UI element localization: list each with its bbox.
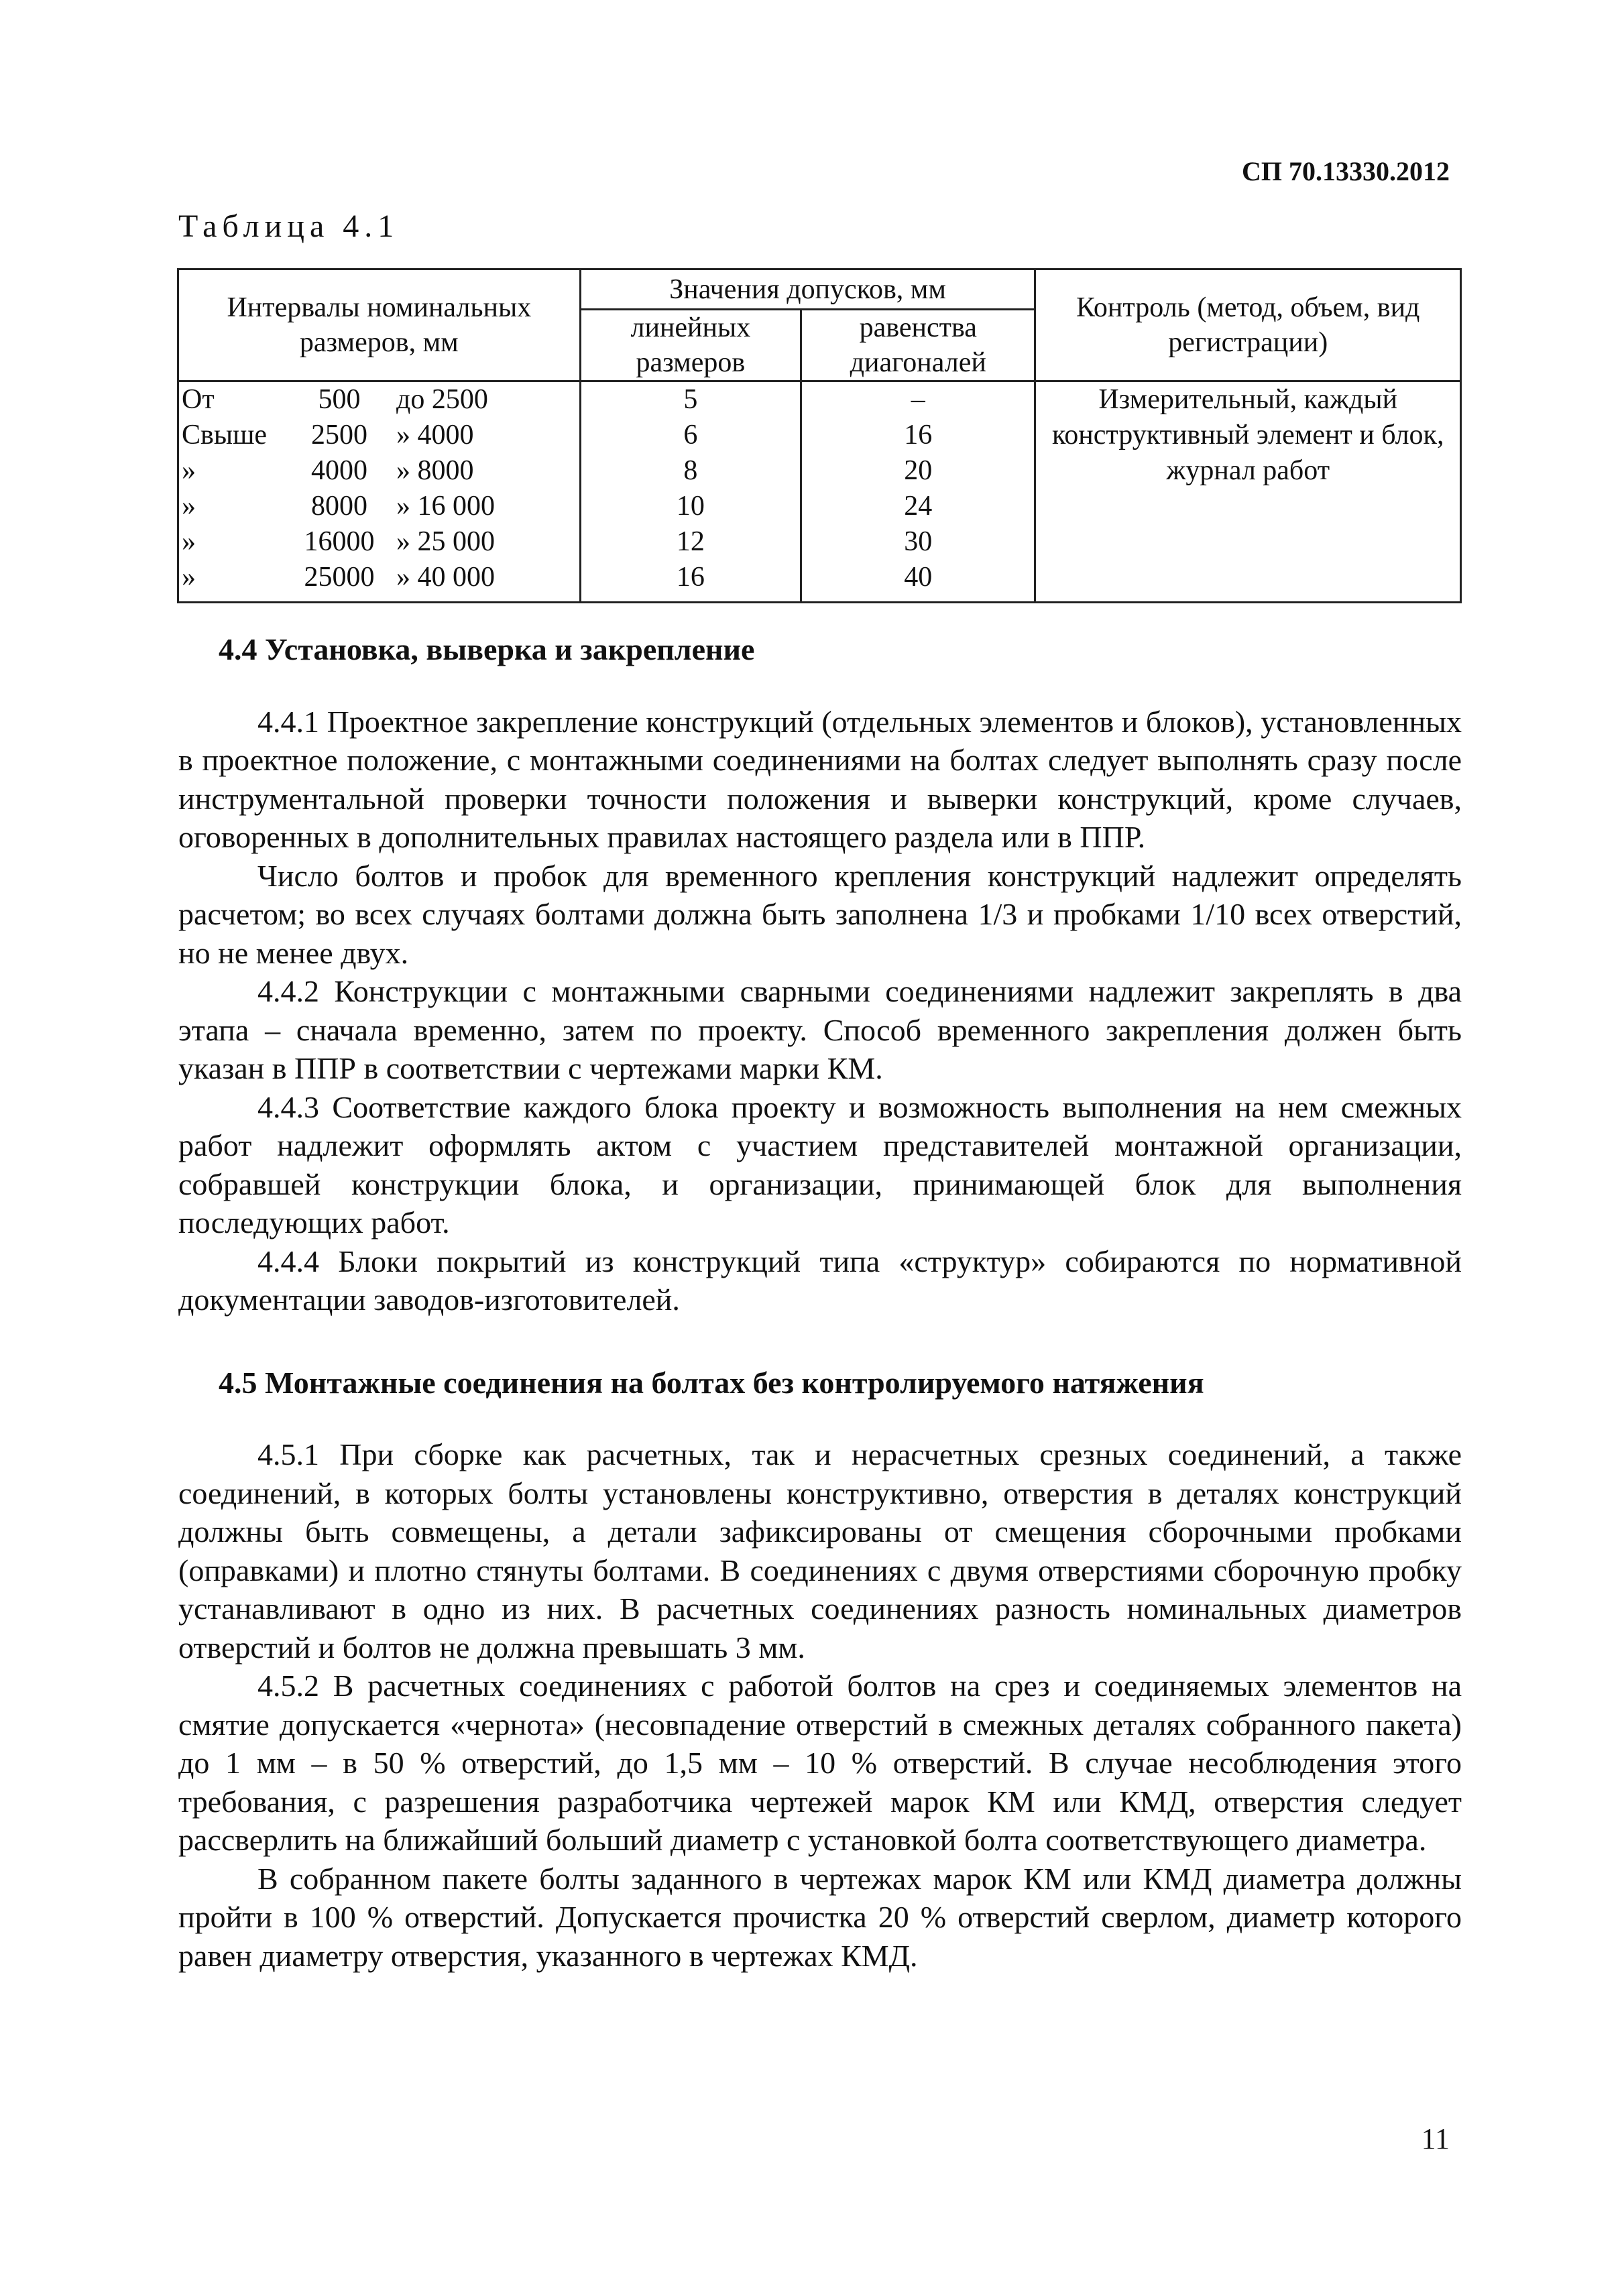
diagonals-column: – 16 20 24 30 40 [801, 381, 1035, 603]
interval-row: » 25000 » 40 000 [182, 562, 495, 593]
interval-row: Свыше 2500 » 4000 [182, 420, 474, 450]
document-body [178, 630, 1462, 1975]
header-control: Контроль (метод, объем, вид регистрации) [1035, 269, 1461, 381]
header-diagonals: равенства диагоналей [801, 310, 1035, 381]
header-linear: линейных размеров [580, 310, 801, 381]
intervals-column [178, 381, 581, 603]
paragraph: В собранном пакете болты заданного в чертежах марок КМ или КМД диаметра должны пройти в 100 % отверстий. Допускается прочистка 20 % отверстий сверлом, диаметр которого равен диаметру отверстия, указанного в чертежах КМД. [178, 1861, 1462, 1973]
document-code: СП 70.13330.2012 [1242, 156, 1450, 186]
interval-row: » 16000 » 25 000 [182, 526, 495, 557]
linear-column: 5 6 8 10 12 16 [580, 381, 801, 603]
table-caption: Таблица 4.1 [178, 208, 400, 244]
header-tolerances: Значения допусков, мм [580, 269, 1035, 310]
paragraph: 4.5.2 В расчетных соединениях с работой болтов на срез и соединяемых элементов на смятие допускается «чернота» (несовпадение отверстий в смежных деталях собранного пакета) до 1 мм – в 50 % отверстий, до 1,5 мм – 10 % отверстий. В случае несоблюдения этого требования, с разрешения разработчика чертежей марок КМ или КМД, отверстия следует рассверлить на ближайший больший диаметр с установкой болта соответствующего диаметра. [178, 1669, 1462, 1857]
page-number: 11 [1421, 2122, 1450, 2155]
header-intervals: Интервалы номинальных размеров, мм [178, 269, 581, 381]
tolerance-table [177, 268, 1462, 603]
paragraph: 4.4.3 Соответствие каждого блока проекту и возможность выполнения на нем смежных работ надлежит оформлять актом с участием представителей монтажной организации, собравшей конструкции блока, и организации, принимающей блок для выполнения последующих работ. [178, 1089, 1462, 1240]
interval-row: » 4000 » 8000 [182, 455, 474, 486]
section-heading: 4.5 Монтажные соединения на болтах без контролируемого натяжения [219, 1365, 1204, 1400]
paragraph: 4.4.4 Блоки покрытий из конструкций типа «структур» собираются по нормативной документации заводов-изготовителей. [178, 1244, 1462, 1317]
interval-row: » 8000 » 16 000 [182, 491, 495, 522]
paragraph: Число болтов и пробок для временного крепления конструкций надлежит определять расчетом; во всех случаях болтами должна быть заполнена 1/3 и пробками 1/10 всех отверстий, но не менее двух. [178, 858, 1462, 970]
section-heading: 4.4 Установка, выверка и закрепление [219, 632, 755, 666]
control-cell: Измерительный, каждый конструктивный элемент и блок, журнал работ [1035, 381, 1461, 603]
paragraph: 4.4.1 Проектное закрепление конструкций (отдельных элементов и блоков), установленных в проектное положение, с монтажными соединениями на болтах следует выполнять сразу после инструментальной проверки точности положения и выверки конструкций, кроме случаев, оговоренных в дополнительных правилах настоящего раздела или в ППР. [178, 704, 1462, 854]
paragraph: 4.4.2 Конструкции с монтажными сварными соединениями надлежит закреплять в два этапа – сначала временно, затем по проекту. Способ временного закрепления должен быть указан в ППР в соответствии с чертежами марки КМ. [178, 974, 1462, 1085]
paragraph: 4.5.1 При сборке как расчетных, так и нерасчетных срезных соединений, а также соединений, в которых болты установлены конструктивно, отверстия в деталях конструкций должны быть совмещены, а детали зафиксированы от смещения сборочными пробками (оправками) и плотно стянуты болтами. В соединениях с двумя отверстиями сборочную пробку устанавливают в одно из них. В расчетных соединениях разность номинальных диаметров отверстий и болтов не должна превышать 3 мм. [178, 1437, 1462, 1665]
interval-row: От 500 до 2500 [182, 384, 488, 415]
